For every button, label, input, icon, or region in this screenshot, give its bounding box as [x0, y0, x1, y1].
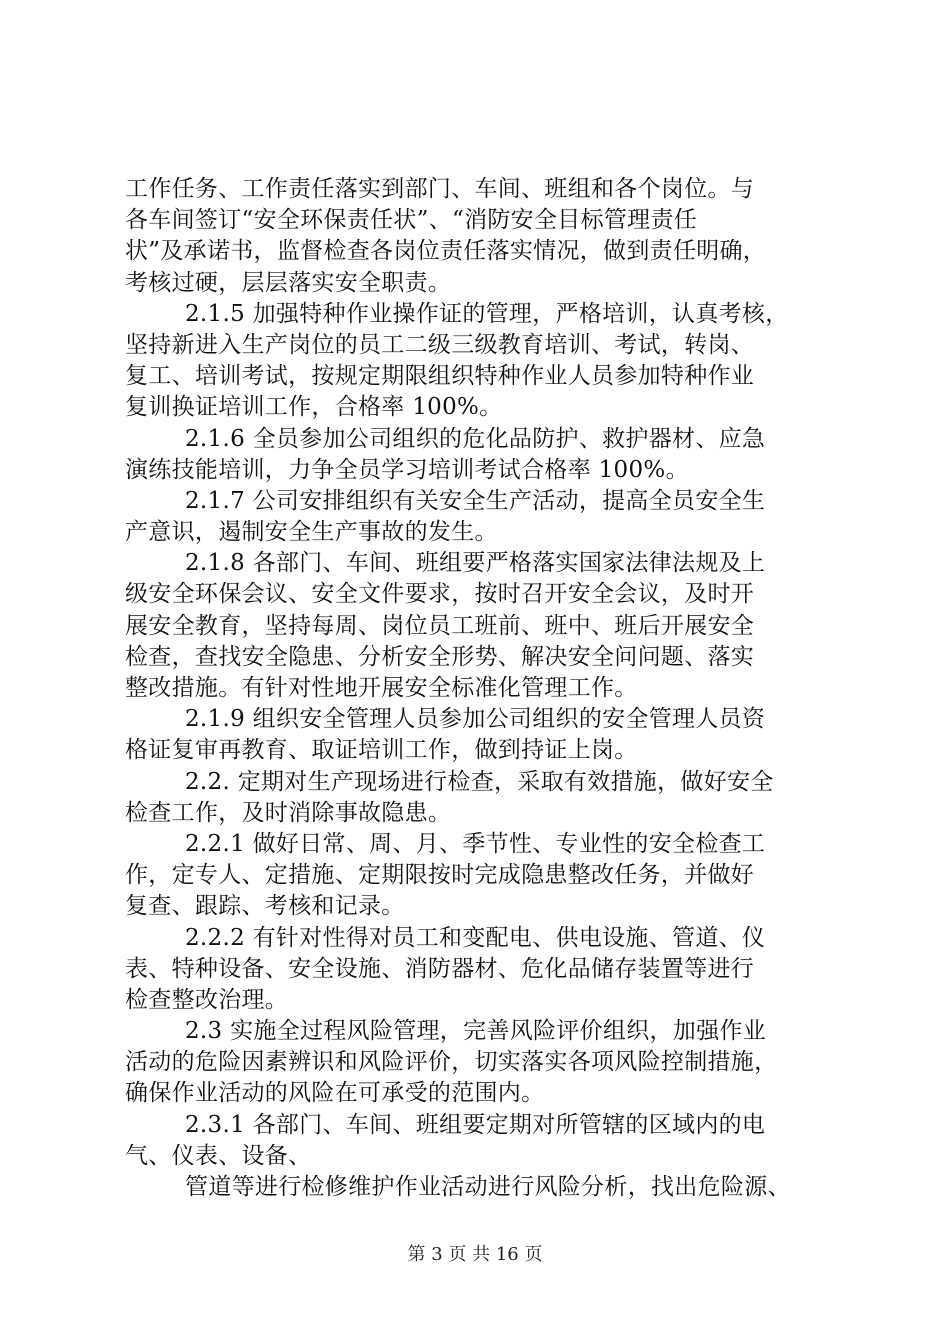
text-line: 2.2.2 有针对性得对员工和变配电、供电设施、管道、仪 — [185, 924, 766, 951]
text-line: 格证复审再教育、取证培训工作，做到持证上岗。 — [125, 737, 638, 764]
text-line: 复查、跟踪、考核和记录。 — [125, 893, 405, 920]
document-body — [125, 174, 845, 1203]
text-line: 管道等进行检修维护作业活动进行风险分析，找出危险源、 — [185, 1174, 791, 1200]
text-line: 演练技能培训，力争全员学习培训考试合格率 100%。 — [125, 456, 689, 483]
text-line: 产意识，遏制安全生产事故的发生。 — [125, 519, 498, 546]
text-line: 检查工作，及时消除事故隐患。 — [125, 799, 452, 826]
text-line: 复工、培训考试，按规定期限组织特种作业人员参加特种作业 — [125, 363, 755, 390]
text-line: 表、特种设备、安全设施、消防器材、危化品储存装置等进行 — [125, 955, 755, 982]
text-line: 检查，查找安全隐患、分析安全形势、解决安全问问题、落实 — [125, 643, 755, 670]
text-line: 活动的危险因素辨识和风险评价，切实落实各项风险控制措施， — [125, 1049, 778, 1076]
text-line: 整改措施。有针对性地开展安全标准化管理工作。 — [125, 675, 638, 701]
text-line: 复训换证培训工作，合格率 100%。 — [125, 394, 503, 421]
text-line: 气、仪表、设备、 — [125, 1142, 312, 1169]
text-line: 2.3.1 各部门、车间、班组要定期对所管辖的区域内的电 — [185, 1111, 766, 1138]
text-line: 考核过硬，层层落实安全职责。 — [125, 269, 452, 296]
text-line: 状”及承诺书，监督检查各岗位责任落实情况，做到责任明确， — [125, 238, 767, 265]
text-line: 展安全教育，坚持每周、岗位员工班前、班中、班后开展安全 — [125, 612, 755, 639]
text-line: 2.2.1 做好日常、周、月、季节性、专业性的安全检查工 — [185, 830, 766, 857]
page-footer: 第 3 页 共 16 页 — [407, 1244, 543, 1265]
text-line: 级安全环保会议、安全文件要求，按时召开安全会议，及时开 — [125, 581, 755, 608]
text-line: 2.3 实施全过程风险管理，完善风险评价组织，加强作业 — [185, 1018, 766, 1045]
text-line: 2.1.6 全员参加公司组织的危化品防护、救护器材、应急 — [185, 425, 766, 452]
text-line: 工作任务、工作责任落实到部门、车间、班组和各个岗位。与 — [125, 176, 755, 202]
text-line: 2.1.8 各部门、车间、班组要严格落实国家法律法规及上 — [185, 550, 766, 577]
text-line: 2.2. 定期对生产现场进行检查，采取有效措施，做好安全 — [185, 768, 774, 795]
text-line: 坚持新进入生产岗位的员工二级三级教育培训、考试，转岗、 — [125, 331, 755, 358]
text-line: 确保作业活动的风险在可承受的范围内。 — [125, 1080, 545, 1107]
text-line: 作，定专人、定措施、定期限按时完成隐患整改任务，并做好 — [125, 862, 755, 889]
text-line: 2.1.7 公司安排组织有关安全生产活动，提高全员安全生 — [185, 487, 766, 514]
text-line: 各车间签订“安全环保责任状”、“消防安全目标管理责任 — [125, 207, 698, 234]
text-line: 检查整改治理。 — [125, 986, 289, 1013]
text-line: 2.1.9 组织安全管理人员参加公司组织的安全管理人员资 — [185, 706, 766, 733]
text-line: 2.1.5 加强特种作业操作证的管理，严格培训，认真考核， — [185, 300, 789, 327]
